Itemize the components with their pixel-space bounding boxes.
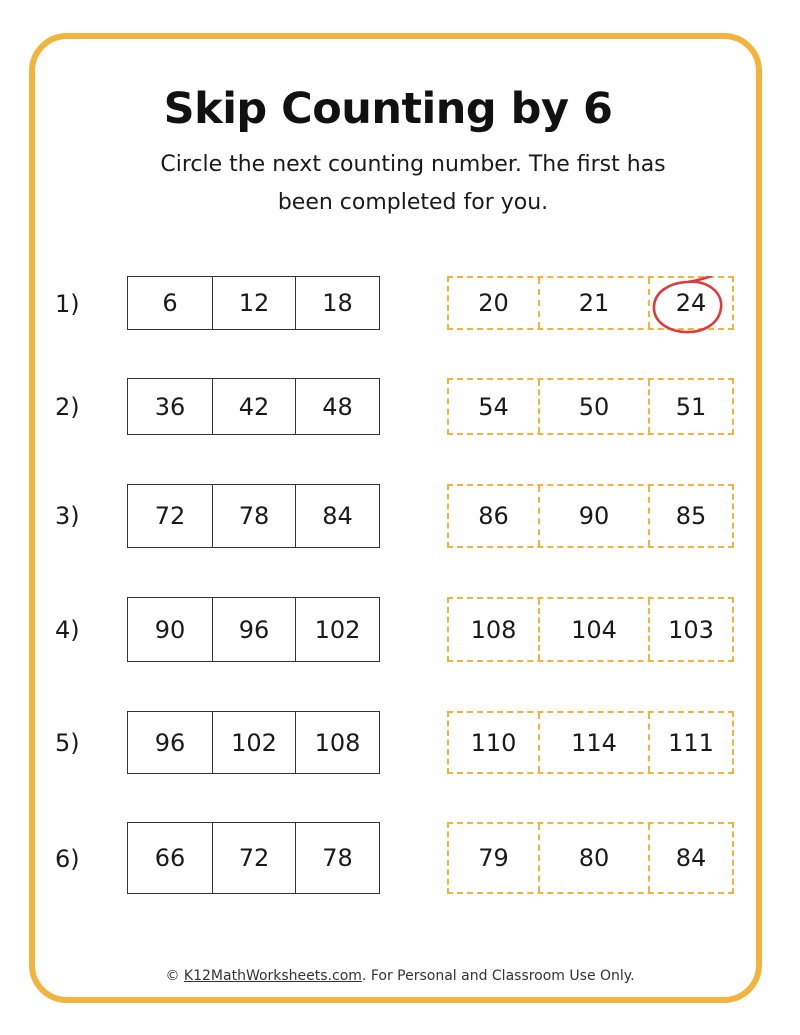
answer-choice[interactable]: 54 [478,392,509,421]
problem-number: 2) [55,393,80,421]
sequence-cell: 12 [212,277,295,329]
answer-choice[interactable]: 110 [470,728,517,757]
answer-choice[interactable]: 51 [648,380,732,433]
problem-number: 3) [55,502,80,530]
sequence-cell: 36 [154,392,186,421]
answer-choice[interactable]: 80 [538,824,648,892]
worksheet-instructions: Circle the next counting number. The first has been completed for you. [160,152,666,215]
problem-number: 4) [55,616,80,644]
sequence-cell: 42 [212,379,295,434]
sequence-cell: 18 [295,277,379,329]
answer-choice[interactable]: 114 [538,713,648,772]
sequence-box [127,484,380,548]
choices-box [447,378,734,435]
problem-number: 5) [55,729,80,757]
sequence-cell: 102 [295,598,379,661]
answer-choice-circled[interactable]: 24 [648,278,732,328]
sequence-cell: 78 [212,485,295,547]
sequence-cell: 84 [295,485,379,547]
answer-choice[interactable]: 84 [648,824,732,892]
sequence-box [127,378,380,435]
sequence-cell: 96 [212,598,295,661]
answer-choice[interactable]: 90 [538,486,648,546]
sequence-box [127,276,380,330]
choices-box [447,711,734,774]
sequence-cell: 108 [295,712,379,773]
choices-box [447,597,734,662]
choices-box [447,822,734,894]
sequence-cell: 78 [295,823,379,893]
answer-choice[interactable]: 111 [648,713,732,772]
answer-choice[interactable]: 20 [478,289,509,317]
site-link[interactable]: K12MathWorksheets.com [183,968,362,984]
sequence-cell: 102 [212,712,295,773]
problem-number: 1) [55,290,80,318]
answer-choice[interactable]: 85 [648,486,732,546]
sequence-box [127,822,380,894]
answer-choice[interactable]: 86 [478,502,509,530]
choices-box [447,276,734,330]
choices-box [447,484,734,548]
answer-choice[interactable]: 79 [478,844,509,872]
answer-choice[interactable]: 104 [538,599,648,660]
sequence-cell: 48 [295,379,379,434]
answer-choice[interactable]: 103 [648,599,732,660]
sequence-cell: 66 [154,844,186,872]
sequence-box [127,711,380,774]
answer-choice[interactable]: 50 [538,380,648,433]
answer-choice[interactable]: 108 [470,615,517,644]
sequence-cell: 90 [154,615,186,644]
footer [0,968,800,984]
sequence-cell: 6 [162,289,178,317]
copyright-symbol: © [165,968,180,984]
answer-choice[interactable]: 21 [538,278,648,328]
problem-number: 6) [55,845,80,873]
sequence-cell: 72 [212,823,295,893]
footer-notice: . For Personal and Classroom Use Only. [361,968,635,984]
sequence-box [127,597,380,662]
worksheet-title: Skip Counting by 6 [163,84,613,134]
sequence-cell: 96 [154,728,186,757]
sequence-cell: 72 [154,502,186,530]
